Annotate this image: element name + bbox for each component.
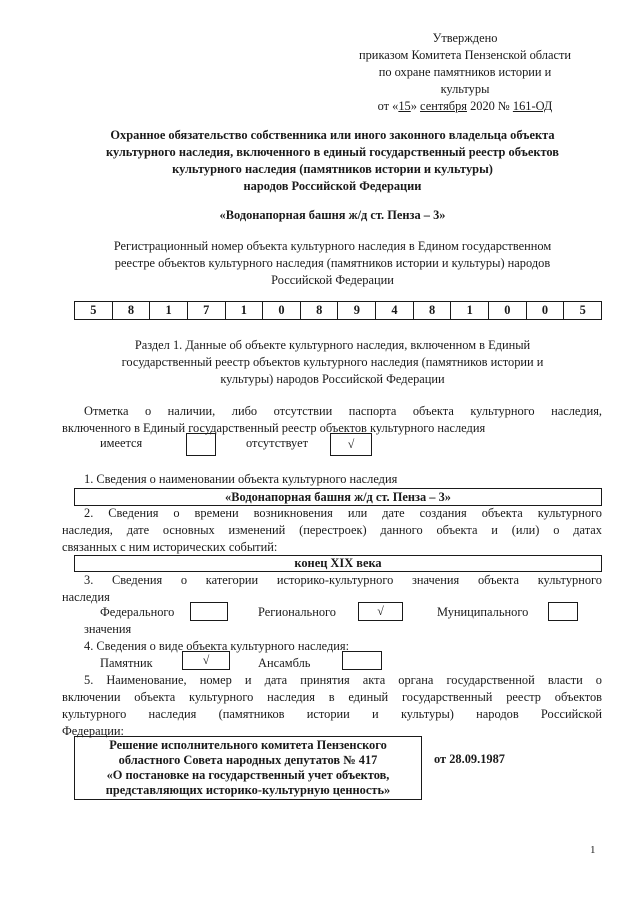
item-2-paragraph: 2. Сведения о времени возникновения или дате создания объекта культурного наследия, дате основных изменений (перестроек) данного объекта и (или) о датах связанных с ним исторических событий: (62, 506, 602, 554)
type-monument-label: Памятник (100, 656, 153, 670)
reg-digit: 5 (75, 302, 113, 320)
reg-digit: 1 (225, 302, 263, 320)
approval-block (330, 30, 600, 115)
reg-number-intro: Регистрационный номер объекта культурного наследия в Едином государственном реестре объектов культурного наследия (памятников истории и культуры) народов Российской Федерации (113, 239, 552, 287)
passport-paragraph: Отметка о наличии, либо отсутствии паспорта объекта культурного наследия, включенного в Единый государственный реестр объектов культурного наследия (62, 404, 602, 435)
approval-line: приказом Комитета Пензенской области (358, 48, 571, 62)
item-5-act-date: от 28.09.1987 (434, 752, 505, 766)
reg-digit: 0 (526, 302, 564, 320)
passport-absent-label: отсутствует (246, 436, 308, 450)
reg-digit: 7 (187, 302, 225, 320)
category-regional-checkbox[interactable]: √ (358, 602, 403, 621)
reg-digit: 0 (263, 302, 301, 320)
approval-order-number: 161-ОД (512, 99, 553, 113)
reg-digit: 1 (150, 302, 188, 320)
approval-date: от «15» сентября 2020 № 161-ОД (377, 99, 553, 113)
page-number: 1 (590, 844, 596, 856)
reg-digit: 8 (413, 302, 451, 320)
category-tail: значения (84, 622, 132, 636)
approval-line: Утверждено (432, 31, 498, 45)
category-federal-label: Федерального (100, 605, 175, 619)
reg-digit: 9 (338, 302, 376, 320)
reg-digit: 4 (376, 302, 414, 320)
item-1-value: «Водонапорная башня ж/д ст. Пенза – 3» (74, 488, 602, 506)
passport-has-label: имеется (100, 436, 143, 450)
approval-line: культуры (440, 82, 490, 96)
category-municipal-label: Муниципального (437, 605, 529, 619)
approval-line: по охране памятников истории и (378, 65, 552, 79)
section-1-heading: Раздел 1. Данные об объекте культурного наследия, включенном в Единый государственный реестр объектов культурного наследия (памятников истории и культуры) народов Российской Федерации (121, 338, 544, 386)
type-ensemble-checkbox[interactable] (342, 651, 382, 670)
object-name-heading: «Водонапорная башня ж/д ст. Пенза – 3» (219, 208, 446, 222)
passport-has-checkbox[interactable] (186, 433, 216, 456)
reg-digit: 5 (564, 302, 602, 320)
reg-digit: 8 (112, 302, 150, 320)
category-municipal-checkbox[interactable] (548, 602, 578, 621)
reg-digit: 8 (300, 302, 338, 320)
item-4-label: 4. Сведения о виде объекта культурного наследия: (84, 639, 350, 653)
approval-month: сентября (420, 99, 467, 113)
category-regional-label: Регионального (258, 605, 337, 619)
passport-absent-checkbox[interactable]: √ (330, 433, 372, 456)
category-federal-checkbox[interactable] (190, 602, 228, 621)
item-3-paragraph: 3. Сведения о категории историко-культурного значения объекта культурного наследия (62, 573, 602, 604)
reg-number-table (74, 301, 602, 320)
item-5-act-box: Решение исполнительного комитета Пензенского областного Совета народных депутатов № 417 «О постановке на государственный учет объектов, представляющих историко-культурную ценность» (74, 736, 422, 800)
item-2-value: конец XIX века (74, 555, 602, 572)
document-title: Охранное обязательство собственника или иного законного владельца объекта культурного наследия, включенного в единый государственный реестр объектов культурного наследия (памятников истории и культуры) народов Российской Федерации (106, 128, 559, 193)
item-5-paragraph: 5. Наименование, номер и дата принятия акта органа государственной власти о включении объекта культурного наследия в единый государственный реестр объектов культурного наследия (памятников истории и культуры) народов Российской Федерации: (62, 673, 602, 738)
approval-day: 15 (398, 99, 411, 113)
reg-digit: 1 (451, 302, 489, 320)
reg-digit: 0 (489, 302, 527, 320)
type-ensemble-label: Ансамбль (258, 656, 311, 670)
type-monument-checkbox[interactable]: √ (182, 651, 230, 670)
item-1-label: 1. Сведения о наименовании объекта культурного наследия (84, 472, 398, 486)
